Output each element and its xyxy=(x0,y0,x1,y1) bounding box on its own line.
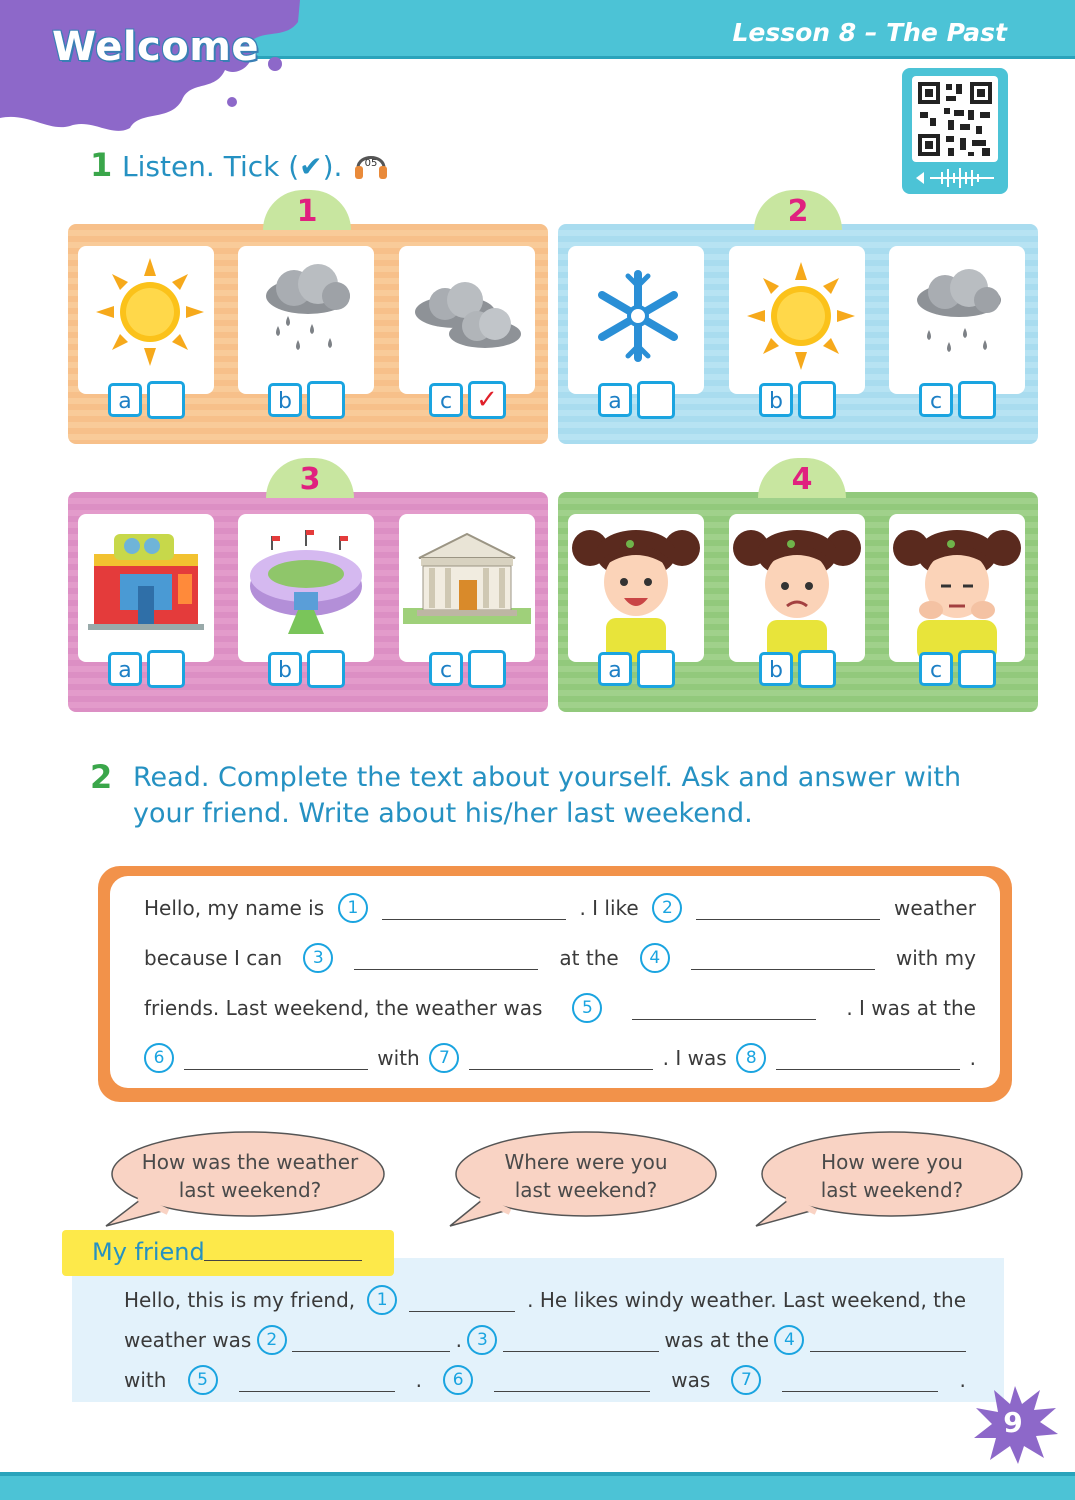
letter-3b: b xyxy=(268,652,302,686)
letter-3c: c xyxy=(429,652,463,686)
bubble-3-text xyxy=(762,1148,1022,1204)
card-2b xyxy=(729,246,865,394)
cinema-building-icon xyxy=(78,514,214,644)
exercise-2-instruction-line1: Read. Complete the text about yourself. Ask and answer with xyxy=(133,762,962,793)
blank-2[interactable] xyxy=(696,897,880,920)
text-line-3 xyxy=(144,988,976,1028)
friend-blank-6[interactable] xyxy=(494,1369,650,1392)
text-segment: . I like xyxy=(579,896,639,920)
blank-number: 6 xyxy=(144,1043,174,1073)
card-4b xyxy=(729,514,865,662)
text-segment: at the xyxy=(559,946,619,970)
tick-box-2a[interactable] xyxy=(637,381,675,419)
snowflake-icon xyxy=(568,246,704,376)
card-4c xyxy=(889,514,1025,662)
card-1c xyxy=(399,246,535,394)
panel-3-label: 3 xyxy=(266,458,354,498)
text-segment: . xyxy=(455,1328,463,1352)
sun-icon xyxy=(729,246,865,376)
blank-8[interactable] xyxy=(776,1047,960,1070)
blank-number: 2 xyxy=(652,893,682,923)
text-segment: because I can xyxy=(144,946,283,970)
sad-girl-icon xyxy=(729,514,865,662)
text-segment: . xyxy=(969,1046,976,1070)
letter-1a: a xyxy=(108,383,142,417)
blank-3[interactable] xyxy=(354,947,538,970)
text-segment: with my xyxy=(895,946,976,970)
friend-blank-5[interactable] xyxy=(239,1369,395,1392)
letter-2b: b xyxy=(759,383,793,417)
friend-name-blank[interactable] xyxy=(204,1238,362,1261)
text-segment: was at the xyxy=(664,1328,770,1352)
panel-1-label: 1 xyxy=(263,190,351,230)
page-number: 9 xyxy=(1003,1406,1023,1439)
friend-blank-7[interactable] xyxy=(782,1369,938,1392)
bubble-1-text xyxy=(116,1148,384,1204)
friend-line-2 xyxy=(124,1320,966,1360)
clouds-icon xyxy=(399,246,535,376)
panel-2-label: 2 xyxy=(754,190,842,230)
happy-girl-icon xyxy=(568,514,704,662)
blank-number: 5 xyxy=(572,993,602,1023)
blank-number: 4 xyxy=(640,943,670,973)
text-segment: friends. Last weekend, the weather was xyxy=(144,996,543,1020)
sun-icon xyxy=(78,246,214,376)
bubble-1-line1: How was the weather xyxy=(141,1150,359,1174)
panel-4-label: 4 xyxy=(758,458,846,498)
bubble-3-line1: How were you xyxy=(821,1150,963,1174)
letter-4c: c xyxy=(919,652,953,686)
card-1b xyxy=(238,246,374,394)
tick-box-4b[interactable] xyxy=(798,650,836,688)
text-line-1 xyxy=(144,888,976,928)
card-3c xyxy=(399,514,535,662)
blank-number: 2 xyxy=(257,1325,287,1355)
card-1a xyxy=(78,246,214,394)
letter-1c: c xyxy=(429,383,463,417)
text-segment: . I was xyxy=(662,1046,727,1070)
friend-blank-2[interactable] xyxy=(292,1329,450,1352)
tick-box-4c[interactable] xyxy=(958,650,996,688)
card-2c xyxy=(889,246,1025,394)
letter-2a: a xyxy=(598,383,632,417)
lesson-title: Lesson 8 – The Past xyxy=(732,18,1007,47)
blank-number: 4 xyxy=(774,1325,804,1355)
exercise-1-instruction: Listen. Tick (✔). xyxy=(122,150,343,183)
section-title: Welcome xyxy=(52,24,260,70)
friend-line-1 xyxy=(124,1280,966,1320)
bubble-3-line2: last weekend? xyxy=(820,1178,964,1202)
bubble-2-line1: Where were you xyxy=(504,1150,668,1174)
text-segment: Hello, this is my friend, xyxy=(124,1288,356,1312)
card-3a xyxy=(78,514,214,662)
blank-1[interactable] xyxy=(382,897,566,920)
letter-4a: a xyxy=(598,652,632,686)
blank-6[interactable] xyxy=(184,1047,368,1070)
text-segment: Hello, my name is xyxy=(144,896,325,920)
blank-4[interactable] xyxy=(691,947,875,970)
footer-bar xyxy=(0,1476,1075,1500)
text-segment: . xyxy=(415,1368,423,1392)
headphones-icon xyxy=(352,146,390,182)
text-segment: . I was at the xyxy=(846,996,976,1020)
bubble-2-line2: last weekend? xyxy=(514,1178,658,1202)
card-2a xyxy=(568,246,704,394)
card-3b xyxy=(238,514,374,662)
friend-tag xyxy=(62,1230,394,1276)
friend-blank-1[interactable] xyxy=(409,1289,515,1312)
exercise-2-number: 2 xyxy=(90,758,113,796)
text-line-4 xyxy=(144,1038,976,1078)
museum-icon xyxy=(399,514,535,644)
tick-box-3c[interactable] xyxy=(468,650,506,688)
tick-box-1c[interactable]: ✓ xyxy=(468,381,506,419)
bored-girl-icon xyxy=(889,514,1025,662)
text-segment: was xyxy=(671,1368,711,1392)
friend-blank-3[interactable] xyxy=(503,1329,659,1352)
blank-5[interactable] xyxy=(632,997,816,1020)
text-segment: weather was xyxy=(124,1328,252,1352)
card-4a xyxy=(568,514,704,662)
friend-blank-4[interactable] xyxy=(810,1329,966,1352)
tick-box-3b[interactable] xyxy=(307,650,345,688)
text-segment: with xyxy=(124,1368,167,1392)
exercise-2-instruction-line2: your friend. Write about his/her last weekend. xyxy=(133,798,753,829)
blank-number: 3 xyxy=(467,1325,497,1355)
exercise-1-number: 1 xyxy=(90,146,113,184)
stadium-icon xyxy=(238,514,374,644)
tick-box-3a[interactable] xyxy=(147,650,185,688)
blank-number: 7 xyxy=(731,1365,761,1395)
blank-number: 1 xyxy=(367,1285,397,1315)
letter-3a: a xyxy=(108,652,142,686)
letter-1b: b xyxy=(268,383,302,417)
blank-number: 3 xyxy=(303,943,333,973)
text-segment: . xyxy=(959,1368,966,1392)
text-segment: weather xyxy=(894,896,976,920)
blank-number: 1 xyxy=(338,893,368,923)
tick-box-1b[interactable] xyxy=(307,381,345,419)
bubble-2-text xyxy=(456,1148,716,1204)
text-line-2 xyxy=(144,938,976,978)
rain-cloud-icon xyxy=(889,246,1025,376)
text-segment: with xyxy=(377,1046,420,1070)
tick-box-2b[interactable] xyxy=(798,381,836,419)
tick-box-2c[interactable] xyxy=(958,381,996,419)
friend-line-3 xyxy=(124,1360,966,1400)
blank-number: 8 xyxy=(736,1043,766,1073)
friend-tag-label: My friend xyxy=(92,1238,205,1266)
bubble-1-line2: last weekend? xyxy=(178,1178,322,1202)
qr-code-icon xyxy=(902,68,1008,194)
qr-code[interactable] xyxy=(902,68,1008,194)
letter-4b: b xyxy=(759,652,793,686)
blank-7[interactable] xyxy=(469,1047,653,1070)
blank-number: 7 xyxy=(429,1043,459,1073)
rain-cloud-icon xyxy=(238,246,374,376)
letter-2c: c xyxy=(919,383,953,417)
blank-number: 5 xyxy=(188,1365,218,1395)
text-segment: . He likes windy weather. Last weekend, the xyxy=(527,1288,966,1312)
tick-box-4a[interactable] xyxy=(637,650,675,688)
tick-box-1a[interactable] xyxy=(147,381,185,419)
track-number: 05 xyxy=(364,158,378,169)
blank-number: 6 xyxy=(443,1365,473,1395)
